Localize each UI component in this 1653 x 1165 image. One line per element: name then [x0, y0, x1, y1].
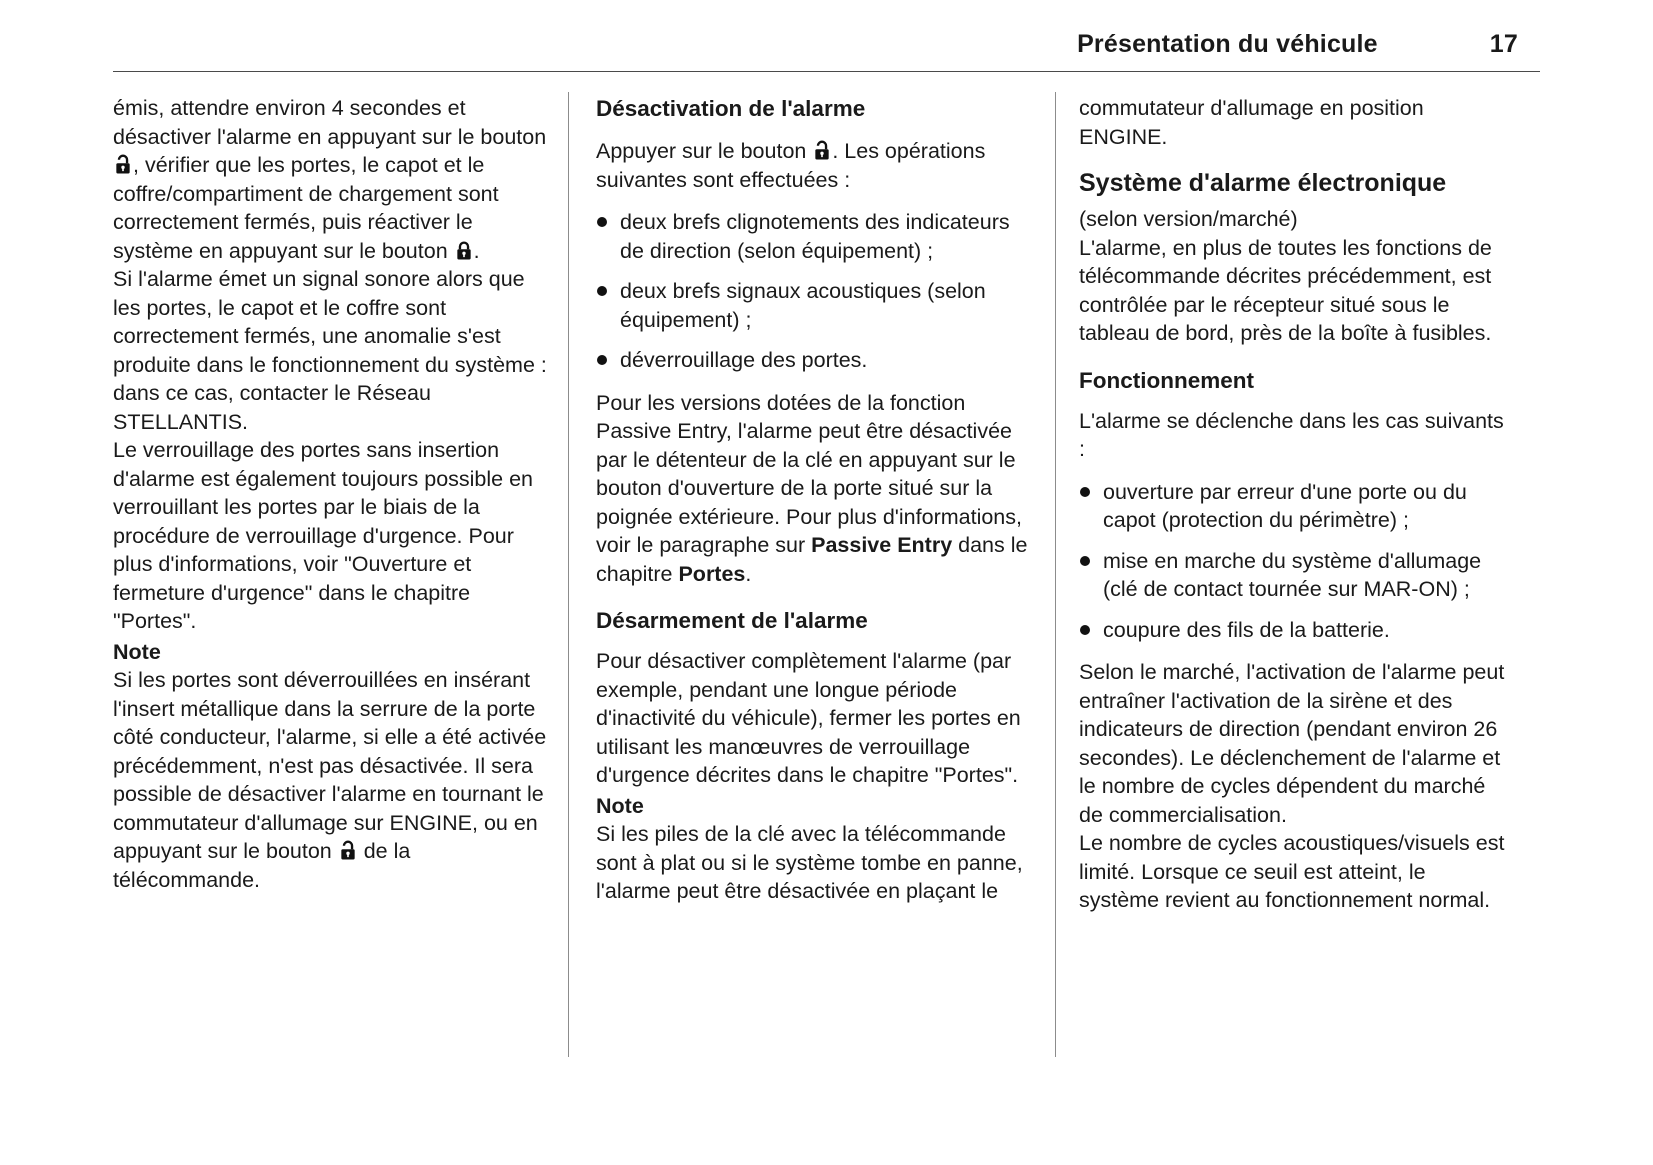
- bullet-item: deux brefs signaux acoustiques (selon équipement) ;: [620, 277, 1028, 334]
- page-number: 17: [1489, 30, 1518, 58]
- paragraph: Si les piles de la clé avec la télécommande sont à plat ou si le système tombe en panne, l'alarme peut être désactivée en plaçant le: [596, 822, 1023, 903]
- bold-text: Passive Entry: [811, 533, 953, 557]
- paragraph: L'alarme se déclenche dans les cas suivants :: [1079, 408, 1504, 461]
- paragraph: Appuyer sur le bouton . Les opérations suivantes sont effectuées :: [596, 139, 986, 192]
- paragraph: Pour les versions dotées de la fonction Passive Entry, l'alarme peut être désactivée par le détenteur de la clé en appuyant sur le bouton d'ouverture de la porte situé sur la poignée extérieure. Pour plus d'informations, voir le paragraphe sur Passive Entry dans le chapitre Portes.: [596, 390, 1028, 586]
- lock-icon: [454, 240, 474, 262]
- subsection-heading: Fonctionnement: [1079, 367, 1254, 393]
- bullet-item: ouverture par erreur d'une porte ou du capot (protection du périmètre) ;: [1103, 478, 1511, 535]
- unlock-icon: [338, 840, 358, 862]
- column-2: [569, 92, 1055, 1057]
- paragraph: Le verrouillage des portes sans insertion d'alarme est également toujours possible en verrouillant les portes par le biais de la procédure de verrouillage d'urgence. Pour plus d'informations, voir "Ouverture et fermeture d'urgence" dans le chapitre "Portes".: [113, 438, 534, 633]
- bold-text: Portes: [678, 561, 746, 586]
- paragraph: Si les portes sont déverrouillées en insérant l'insert métallique dans la serrure de la porte côté conducteur, l'alarme, si elle a été activée précédemment, n'est pas désactivée. Il sera possible de désactiver l'alarme en tournant le commutateur d'allumage sur ENGINE, ou en appuyant sur le bouton de la télécommande.: [113, 668, 547, 892]
- section-heading: Système d'alarme électronique: [1079, 169, 1447, 197]
- paragraph: Pour désactiver complètement l'alarme (par exemple, pendant une longue période d'inactivité du véhicule), fermer les portes en utilisant les manœuvres de verrouillage d'urgence décrites dans le chapitre "Portes".: [596, 649, 1021, 787]
- column-1: [113, 92, 568, 1057]
- bullet-item: mise en marche du système d'allumage (clé de contact tournée sur MAR-ON) ;: [1103, 547, 1511, 604]
- unlock-icon: [812, 140, 832, 162]
- bullet-list: [596, 208, 1028, 375]
- paragraph: Selon le marché, l'activation de l'alarme peut entraîner l'activation de la sirène et des indicateurs de direction (pendant environ 26 secondes). Le déclenchement de l'alarme et le nombre de cycles dépendent du marché de commercialisation. Le nombre de cycles acoustiques/visuels est limité. Lorsque ce seuil est atteint, le système revient au fonctionnement normal.: [1079, 660, 1505, 912]
- bullet-item: deux brefs clignotements des indicateurs de direction (selon équipement) ;: [620, 208, 1028, 265]
- bullet-item: coupure des fils de la batterie.: [1103, 616, 1511, 645]
- page-title: Présentation du véhicule: [1077, 30, 1378, 58]
- note-label: Note: [113, 639, 161, 664]
- content-columns: [113, 92, 1540, 1057]
- subsection-heading: Désarmement de l'alarme: [596, 608, 868, 633]
- bullet-item: déverrouillage des portes.: [620, 346, 1028, 375]
- bullet-list: [1079, 478, 1511, 645]
- paragraph: (selon version/marché) L'alarme, en plus de toutes les fonctions de télécommande décrites précédemment, est contrôlée par le récepteur situé sous le tableau de bord, près de la boîte à fusibles.: [1079, 207, 1492, 345]
- note-label: Note: [596, 793, 644, 818]
- paragraph: Si l'alarme émet un signal sonore alors que les portes, le capot et le coffre sont correctement fermés, une anomalie s'est produite dans le fonctionnement du système : dans ce cas, contacter le Réseau STELLANTIS.: [113, 267, 547, 434]
- column-3: [1056, 92, 1540, 1057]
- paragraph: émis, attendre environ 4 secondes et désactiver l'alarme en appuyant sur le bouton , vérifier que les portes, le capot et le coffre/compartiment de chargement sont correctement fermés, puis réactiver le système en appuyant sur le bouton .: [113, 96, 547, 263]
- paragraph: commutateur d'allumage en position ENGINE.: [1079, 96, 1424, 149]
- subsection-heading: Désactivation de l'alarme: [596, 96, 866, 121]
- page-header: [113, 0, 1540, 72]
- unlock-icon: [113, 154, 133, 176]
